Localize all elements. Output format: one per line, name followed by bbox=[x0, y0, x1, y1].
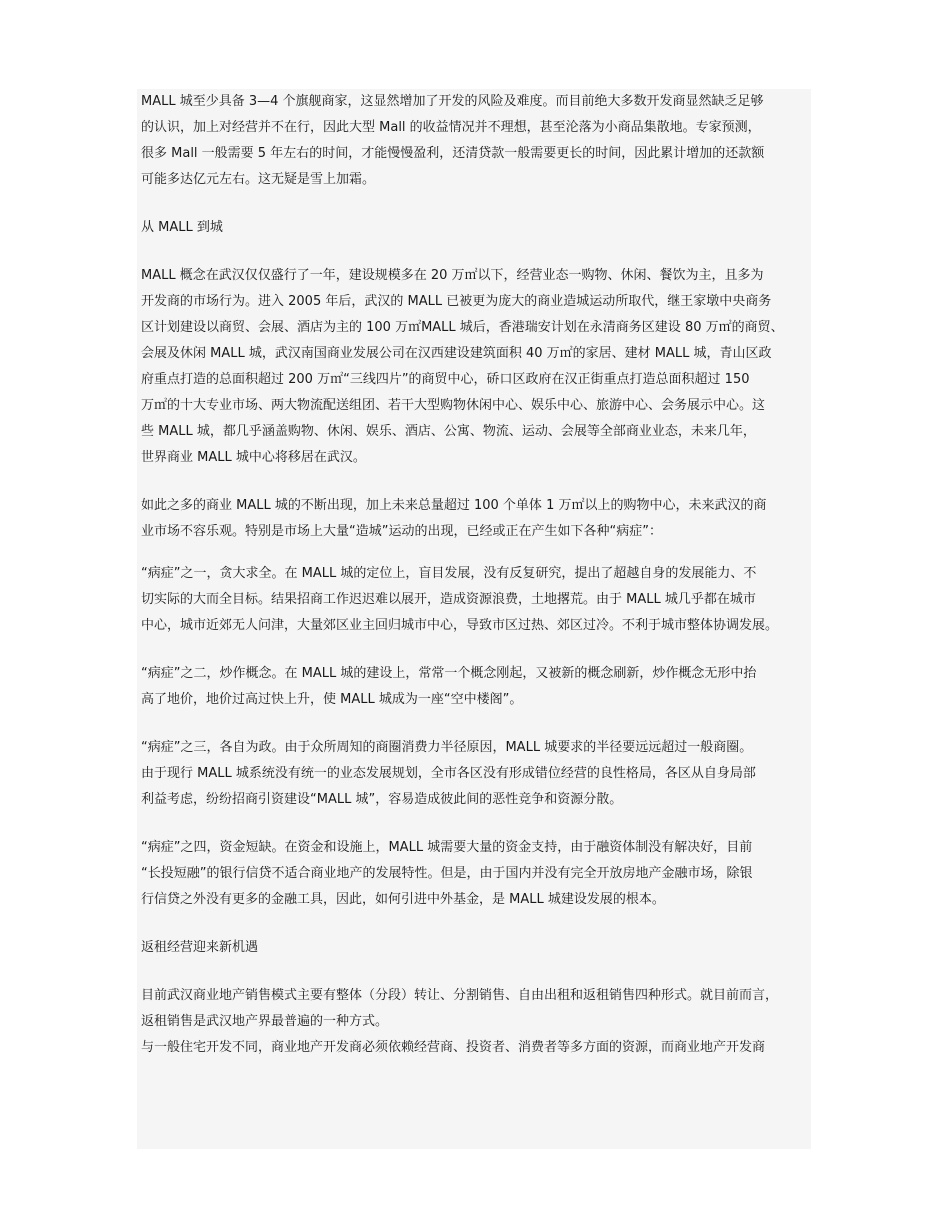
section-heading: 从 MALL 到城 bbox=[141, 220, 223, 235]
text-line: 很多 Mall 一般需要 5 年左右的时间，才能慢慢盈利，还清贷款一般需要更长的时间，因此累计增加的还款额 bbox=[141, 146, 765, 161]
document-body bbox=[141, 89, 831, 1061]
text-line: 利益考虑，纷纷招商引资建设“MALL 城”，容易造成彼此间的恶性竞争和资源分散。 bbox=[141, 792, 623, 807]
text-line: 业市场不容乐观。特别是市场上大量“造城”运动的出现，已经或正在产生如下各种“病症”： bbox=[141, 524, 662, 539]
text-line: 会展及休闲 MALL 城，武汉南国商业发展公司在汉西建设建筑面积 40 万㎡的家居、建材 MALL 城，青山区政 bbox=[141, 346, 772, 361]
text-line: 如此之多的商业 MALL 城的不断出现，加上未来总量超过 100 个单体 1 万㎡以上的购物中心，未来武汉的商 bbox=[141, 498, 767, 513]
paragraph-market-outlook bbox=[141, 493, 831, 545]
section-heading: 返租经营迎来新机遇 bbox=[141, 940, 259, 955]
text-line: 的认识，加上对经营并不在行，因此大型 Mall 的收益情况并不理想，甚至沦落为小商品集散地。专家预测， bbox=[141, 120, 761, 135]
text-line: 万㎡的十大专业市场、两大物流配送组团、若干大型购物休闲中心、娱乐中心、旅游中心、会务展示中心。这 bbox=[141, 398, 766, 413]
text-line: 由于现行 MALL 城系统没有统一的业态发展规划，全市各区没有形成错位经营的良性格局，各区从自身局部 bbox=[141, 766, 756, 781]
paragraph-symptom-three bbox=[141, 735, 831, 813]
text-line: 目前武汉商业地产销售模式主要有整体（分段）转让、分割销售、自由出租和返租销售四种形式。就目前而言， bbox=[141, 988, 779, 1003]
text-line: 与一般住宅开发不同，商业地产开发商必须依赖经营商、投资者、消费者等多方面的资源，而商业地产开发商 bbox=[141, 1040, 766, 1055]
text-line: 世界商业 MALL 城中心将移居在武汉。 bbox=[141, 450, 366, 465]
text-line: 开发商的市场行为。进入 2005 年后，武汉的 MALL 已被更为庞大的商业造城运动所取代，继王家墩中央商务 bbox=[141, 294, 772, 309]
text-line: 中心，城市近郊无人问津，大量郊区业主回归城市中心，导致市区过热、郊区过冷。不利于城市整体协调发展。 bbox=[141, 618, 779, 633]
text-line: “病症”之三，各自为政。由于众所周知的商圈消费力半径原因，MALL 城要求的半径要远远超过一般商圈。 bbox=[141, 740, 753, 755]
paragraph-sales-models bbox=[141, 983, 831, 1061]
text-line: 返租销售是武汉地产界最普遍的一种方式。 bbox=[141, 1014, 389, 1029]
paragraph-mall-anchor-tenants bbox=[141, 89, 831, 193]
text-line: MALL 城至少具备 3—4 个旗舰商家，这显然增加了开发的风险及难度。而目前绝大多数开发商显然缺乏足够 bbox=[141, 94, 764, 109]
text-line: “病症”之二，炒作概念。在 MALL 城的建设上，常常一个概念刚起，又被新的概念刷新，炒作概念无形中抬 bbox=[141, 666, 757, 681]
text-line: 可能多达亿元左右。这无疑是雪上加霜。 bbox=[141, 172, 376, 187]
text-line: “长投短融”的银行信贷不适合商业地产的发展特性。但是，由于国内并没有完全开放房地产金融市场，除银 bbox=[141, 866, 753, 881]
text-line: 些 MALL 城，都几乎涵盖购物、休闲、娱乐、酒店、公寓、物流、运动、会展等全部商业业态，未来几年， bbox=[141, 424, 756, 439]
text-line: 行信贷之外没有更多的金融工具，因此，如何引进中外基金，是 MALL 城建设发展的根本。 bbox=[141, 892, 665, 907]
text-line: MALL 概念在武汉仅仅盛行了一年，建设规模多在 20 万㎡以下，经营业态一购物、休闲、餐饮为主，且多为 bbox=[141, 268, 764, 283]
paragraph-symptom-four bbox=[141, 835, 831, 913]
paragraph-symptom-two bbox=[141, 661, 831, 713]
text-line: 府重点打造的总面积超过 200 万㎡“三线四片”的商贸中心，硚口区政府在汉正街重点打造总面积超过 150 bbox=[141, 372, 750, 387]
text-line: 区计划建设以商贸、会展、酒店为主的 100 万㎡MALL 城后，香港瑞安计划在永清商务区建设 80 万㎡的商贸、 bbox=[141, 320, 784, 335]
text-line: 高了地价，地价过高过快上升，使 MALL 城成为一座“空中楼阁”。 bbox=[141, 692, 523, 707]
paragraph-symptom-one bbox=[141, 561, 831, 639]
paragraph-mall-concept bbox=[141, 263, 831, 471]
section-heading-mall-to-city bbox=[141, 215, 831, 241]
section-heading-leaseback bbox=[141, 935, 831, 961]
text-line: 切实际的大而全目标。结果招商工作迟迟难以展开，造成资源浪费，土地撂荒。由于 MALL 城几乎都在城市 bbox=[141, 592, 756, 607]
text-line: “病症”之四，资金短缺。在资金和设施上，MALL 城需要大量的资金支持，由于融资体制没有解决好，目前 bbox=[141, 840, 753, 855]
text-line: “病症”之一，贪大求全。在 MALL 城的定位上，盲目发展，没有反复研究，提出了超越自身的发展能力、不 bbox=[141, 566, 757, 581]
